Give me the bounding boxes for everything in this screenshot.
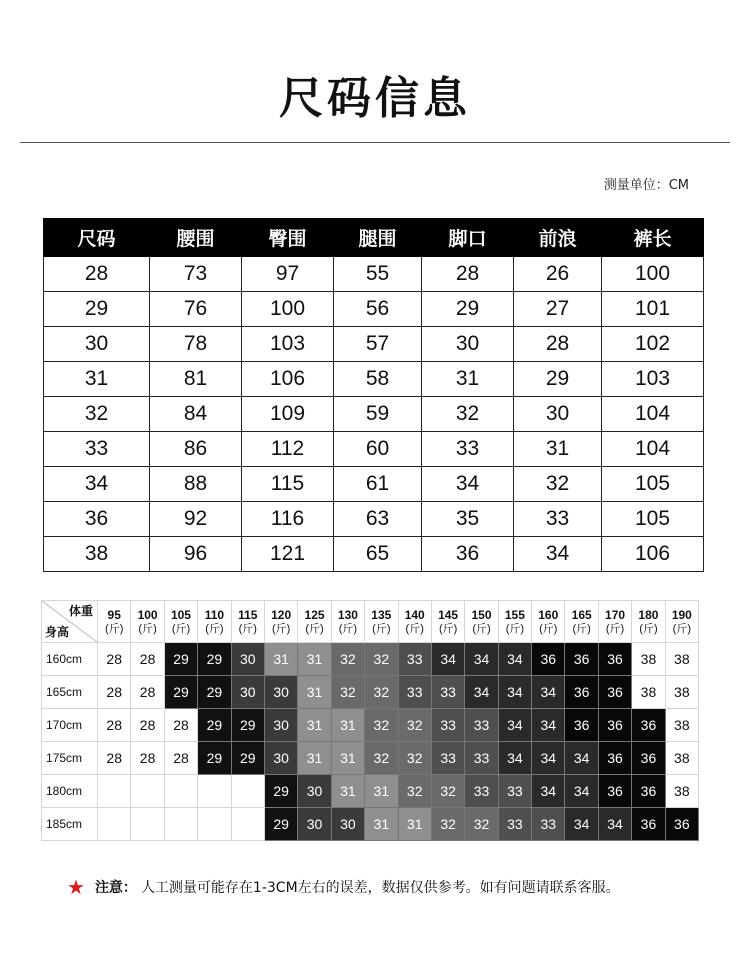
- size-recommendation-cell: 33: [465, 742, 498, 775]
- size-cell: 73: [150, 257, 242, 292]
- size-cell: 103: [602, 362, 704, 397]
- size-recommendation-cell: 31: [331, 709, 364, 742]
- size-cell: 35: [422, 502, 514, 537]
- size-cell: 65: [334, 537, 422, 572]
- height-row: [42, 808, 699, 841]
- size-recommendation-cell: 29: [264, 775, 297, 808]
- size-recommendation-cell: 33: [532, 808, 565, 841]
- size-cell: 63: [334, 502, 422, 537]
- size-recommendation-cell: [231, 808, 264, 841]
- size-recommendation-cell: 29: [198, 742, 231, 775]
- size-recommendation-cell: 34: [565, 742, 598, 775]
- size-cell: 33: [422, 432, 514, 467]
- size-recommendation-cell: 36: [598, 709, 631, 742]
- size-recommendation-cell: 31: [331, 775, 364, 808]
- size-row: [44, 327, 704, 362]
- size-recommendation-cell: 36: [598, 643, 631, 676]
- size-cell: 30: [44, 327, 150, 362]
- size-recommendation-cell: 36: [532, 643, 565, 676]
- size-cell: 28: [514, 327, 602, 362]
- size-recommendation-cell: 30: [331, 808, 364, 841]
- weight-unit: (斤): [539, 622, 558, 635]
- size-cell: 97: [242, 257, 334, 292]
- weight-value: 160: [538, 607, 559, 622]
- height-row: [42, 643, 699, 676]
- size-col-header: 裤长: [602, 219, 704, 257]
- size-cell: 36: [422, 537, 514, 572]
- weight-unit: (斤): [238, 622, 257, 635]
- size-cell: 27: [514, 292, 602, 327]
- size-cell: 30: [422, 327, 514, 362]
- size-recommendation-cell: [164, 775, 197, 808]
- size-cell: 56: [334, 292, 422, 327]
- height-row: [42, 775, 699, 808]
- weight-value: 145: [438, 607, 459, 622]
- size-recommendation-cell: 30: [264, 742, 297, 775]
- size-cell: 28: [44, 257, 150, 292]
- height-axis-label: 身高: [45, 625, 70, 639]
- size-cell: 31: [44, 362, 150, 397]
- size-recommendation-cell: 36: [565, 676, 598, 709]
- size-cell: 31: [422, 362, 514, 397]
- notice: [67, 875, 620, 899]
- height-row: [42, 676, 699, 709]
- height-label: 175cm: [42, 742, 98, 775]
- weight-header: [164, 601, 197, 643]
- size-row: [44, 362, 704, 397]
- size-recommendation-cell: 32: [331, 643, 364, 676]
- weight-value: 95: [107, 607, 121, 622]
- size-cell: 61: [334, 467, 422, 502]
- size-cell: 34: [514, 537, 602, 572]
- size-recommendation-cell: 29: [164, 643, 197, 676]
- height-label: 185cm: [42, 808, 98, 841]
- size-recommendation-cell: 32: [331, 676, 364, 709]
- weight-unit: (斤): [171, 622, 191, 635]
- size-col-header: 前浪: [514, 219, 602, 257]
- weight-value: 105: [170, 607, 191, 622]
- weight-value: 155: [504, 607, 525, 622]
- size-cell: 109: [242, 397, 334, 432]
- size-row: [44, 502, 704, 537]
- height-row: [42, 709, 699, 742]
- size-recommendation-cell: 34: [498, 643, 531, 676]
- weight-unit: (斤): [572, 622, 591, 635]
- size-recommendation-cell: 38: [665, 676, 698, 709]
- size-table: [43, 218, 704, 572]
- size-recommendation-cell: 34: [532, 676, 565, 709]
- size-cell: 28: [422, 257, 514, 292]
- size-recommendation-cell: 34: [498, 676, 531, 709]
- weight-unit: (斤): [505, 622, 525, 635]
- size-recommendation-cell: 28: [131, 742, 164, 775]
- size-cell: 32: [422, 397, 514, 432]
- weight-unit: (斤): [672, 622, 691, 635]
- weight-header: [498, 601, 531, 643]
- size-recommendation-cell: 31: [365, 775, 398, 808]
- size-cell: 76: [150, 292, 242, 327]
- size-cell: 78: [150, 327, 242, 362]
- size-recommendation-cell: 36: [632, 709, 665, 742]
- size-recommendation-cell: 31: [298, 676, 331, 709]
- size-recommendation-cell: 38: [665, 742, 698, 775]
- star-icon: ★: [67, 875, 85, 899]
- weight-header: [532, 601, 565, 643]
- size-recommendation-cell: 28: [131, 643, 164, 676]
- size-row: [44, 397, 704, 432]
- size-recommendation-cell: 34: [498, 742, 531, 775]
- size-recommendation-cell: 36: [632, 808, 665, 841]
- weight-header: [131, 601, 164, 643]
- size-recommendation-cell: 38: [632, 676, 665, 709]
- size-recommendation-cell: 28: [164, 742, 197, 775]
- size-recommendation-cell: 28: [98, 676, 131, 709]
- size-recommendation-cell: 28: [98, 643, 131, 676]
- size-recommendation-cell: 28: [131, 709, 164, 742]
- size-row: [44, 537, 704, 572]
- weight-unit: (斤): [105, 622, 124, 635]
- size-cell: 112: [242, 432, 334, 467]
- size-recommendation-cell: 31: [398, 808, 431, 841]
- size-cell: 105: [602, 467, 704, 502]
- size-recommendation-cell: [198, 775, 231, 808]
- size-recommendation-cell: 36: [632, 742, 665, 775]
- corner-header: [42, 601, 98, 643]
- size-recommendation-cell: 32: [431, 808, 464, 841]
- size-cell: 57: [334, 327, 422, 362]
- size-recommendation-cell: 30: [264, 709, 297, 742]
- size-recommendation-cell: [131, 808, 164, 841]
- size-cell: 101: [602, 292, 704, 327]
- height-row: [42, 742, 699, 775]
- size-recommendation-cell: 33: [431, 742, 464, 775]
- size-cell: 33: [44, 432, 150, 467]
- weight-value: 150: [471, 607, 492, 622]
- weight-header: [632, 601, 665, 643]
- size-cell: 115: [242, 467, 334, 502]
- size-recommendation-cell: 32: [398, 775, 431, 808]
- weight-value: 125: [304, 607, 325, 622]
- size-cell: 29: [44, 292, 150, 327]
- size-recommendation-cell: 33: [398, 676, 431, 709]
- weight-header: [331, 601, 364, 643]
- weight-axis-label: 体重: [68, 604, 93, 618]
- size-recommendation-cell: 29: [231, 742, 264, 775]
- size-cell: 36: [44, 502, 150, 537]
- size-cell: 106: [242, 362, 334, 397]
- weight-header: [398, 601, 431, 643]
- size-row: [44, 292, 704, 327]
- size-recommendation-cell: 36: [632, 775, 665, 808]
- size-recommendation-cell: 33: [431, 676, 464, 709]
- weight-header: [98, 601, 131, 643]
- size-recommendation-cell: 34: [565, 808, 598, 841]
- size-recommendation-cell: 33: [398, 643, 431, 676]
- weight-unit: (斤): [205, 622, 224, 635]
- size-cell: 60: [334, 432, 422, 467]
- page-title: 尺码信息: [279, 73, 471, 124]
- size-recommendation-cell: 30: [298, 775, 331, 808]
- size-recommendation-cell: 29: [164, 676, 197, 709]
- height-label: 160cm: [42, 643, 98, 676]
- size-recommendation-cell: 29: [198, 676, 231, 709]
- size-cell: 104: [602, 432, 704, 467]
- size-recommendation-cell: 34: [532, 775, 565, 808]
- weight-header: [598, 601, 631, 643]
- size-recommendation-cell: [98, 775, 131, 808]
- size-cell: 86: [150, 432, 242, 467]
- weight-unit: (斤): [472, 622, 491, 635]
- size-cell: 33: [514, 502, 602, 537]
- size-recommendation-cell: 34: [532, 742, 565, 775]
- weight-table-body: [42, 643, 699, 841]
- size-cell: 32: [44, 397, 150, 432]
- size-table-header: [44, 219, 704, 257]
- size-cell: 92: [150, 502, 242, 537]
- size-table-body: [44, 257, 704, 572]
- size-recommendation-cell: 31: [331, 742, 364, 775]
- size-cell: 59: [334, 397, 422, 432]
- size-recommendation-cell: 31: [298, 709, 331, 742]
- notice-text: 人工测量可能存在1-3CM左右的误差，数据仅供参考。如有问题请联系客服。: [140, 880, 620, 896]
- weight-value: 120: [271, 607, 292, 622]
- size-recommendation-cell: 38: [632, 643, 665, 676]
- size-cell: 30: [514, 397, 602, 432]
- size-recommendation-cell: 29: [198, 643, 231, 676]
- weight-unit: (斤): [605, 622, 625, 635]
- size-recommendation-cell: 36: [598, 775, 631, 808]
- size-recommendation-cell: 29: [231, 709, 264, 742]
- weight-header: [565, 601, 598, 643]
- weight-header: [431, 601, 464, 643]
- size-cell: 26: [514, 257, 602, 292]
- size-recommendation-cell: [231, 775, 264, 808]
- size-cell: 96: [150, 537, 242, 572]
- size-recommendation-cell: 38: [665, 709, 698, 742]
- size-col-header: 臀围: [242, 219, 334, 257]
- weight-value: 115: [238, 607, 258, 622]
- size-cell: 100: [242, 292, 334, 327]
- weight-unit: (斤): [372, 622, 391, 635]
- weight-unit: (斤): [305, 622, 324, 635]
- weight-unit: (斤): [271, 622, 291, 635]
- size-recommendation-cell: 33: [498, 775, 531, 808]
- size-recommendation-cell: 36: [598, 742, 631, 775]
- size-recommendation-cell: 30: [231, 643, 264, 676]
- size-cell: 105: [602, 502, 704, 537]
- size-cell: 31: [514, 432, 602, 467]
- weight-header: [365, 601, 398, 643]
- size-recommendation-cell: 36: [598, 676, 631, 709]
- size-recommendation-cell: 34: [465, 676, 498, 709]
- size-recommendation-cell: 33: [465, 709, 498, 742]
- weight-value: 100: [137, 607, 158, 622]
- weight-header: [665, 601, 698, 643]
- size-recommendation-cell: 33: [465, 775, 498, 808]
- size-recommendation-cell: [131, 775, 164, 808]
- size-recommendation-cell: 32: [365, 676, 398, 709]
- size-col-header: 腿围: [334, 219, 422, 257]
- size-cell: 102: [602, 327, 704, 362]
- size-cell: 32: [514, 467, 602, 502]
- weight-value: 165: [571, 607, 592, 622]
- size-cell: 121: [242, 537, 334, 572]
- height-label: 180cm: [42, 775, 98, 808]
- weight-unit: (斤): [405, 622, 424, 635]
- size-cell: 34: [44, 467, 150, 502]
- size-row: [44, 257, 704, 292]
- size-recommendation-cell: 32: [365, 643, 398, 676]
- size-row: [44, 432, 704, 467]
- size-cell: 29: [422, 292, 514, 327]
- height-label: 165cm: [42, 676, 98, 709]
- height-label: 170cm: [42, 709, 98, 742]
- weight-header: [264, 601, 297, 643]
- size-recommendation-cell: 34: [598, 808, 631, 841]
- size-cell: 116: [242, 502, 334, 537]
- size-cell: 29: [514, 362, 602, 397]
- size-recommendation-cell: 33: [498, 808, 531, 841]
- weight-unit: (斤): [338, 622, 358, 635]
- size-recommendation-cell: 34: [532, 709, 565, 742]
- size-recommendation-cell: 28: [98, 709, 131, 742]
- size-recommendation-cell: 30: [264, 676, 297, 709]
- weight-header: [198, 601, 231, 643]
- size-cell: 81: [150, 362, 242, 397]
- weight-unit: (斤): [138, 622, 157, 635]
- size-recommendation-cell: 38: [665, 643, 698, 676]
- weight-height-table: [41, 600, 699, 841]
- size-recommendation-cell: [164, 808, 197, 841]
- size-recommendation-cell: 30: [298, 808, 331, 841]
- size-col-header: 脚口: [422, 219, 514, 257]
- size-recommendation-cell: 28: [131, 676, 164, 709]
- size-cell: 38: [44, 537, 150, 572]
- size-recommendation-cell: 33: [431, 709, 464, 742]
- size-recommendation-cell: 30: [231, 676, 264, 709]
- weight-value: 130: [337, 607, 358, 622]
- size-cell: 106: [602, 537, 704, 572]
- size-recommendation-cell: 38: [665, 775, 698, 808]
- size-cell: 58: [334, 362, 422, 397]
- size-cell: 34: [422, 467, 514, 502]
- size-cell: 104: [602, 397, 704, 432]
- size-recommendation-cell: 32: [398, 742, 431, 775]
- weight-header-row: [42, 601, 699, 643]
- size-cell: 103: [242, 327, 334, 362]
- size-recommendation-cell: 32: [398, 709, 431, 742]
- size-recommendation-cell: 36: [565, 709, 598, 742]
- size-cell: 84: [150, 397, 242, 432]
- size-recommendation-cell: 32: [431, 775, 464, 808]
- size-recommendation-cell: 34: [465, 643, 498, 676]
- weight-unit: (斤): [639, 622, 658, 635]
- weight-value: 180: [638, 607, 659, 622]
- size-recommendation-cell: 29: [264, 808, 297, 841]
- size-recommendation-cell: 28: [98, 742, 131, 775]
- size-recommendation-cell: 32: [365, 742, 398, 775]
- size-recommendation-cell: 36: [565, 643, 598, 676]
- size-recommendation-cell: 34: [565, 775, 598, 808]
- weight-value: 110: [204, 607, 225, 622]
- weight-header: [465, 601, 498, 643]
- size-recommendation-cell: 31: [298, 742, 331, 775]
- weight-unit: (斤): [438, 622, 458, 635]
- weight-value: 190: [671, 607, 692, 622]
- size-recommendation-cell: [98, 808, 131, 841]
- size-cell: 55: [334, 257, 422, 292]
- size-recommendation-cell: 29: [198, 709, 231, 742]
- size-recommendation-cell: 31: [264, 643, 297, 676]
- weight-header: [231, 601, 264, 643]
- weight-value: 170: [605, 607, 626, 622]
- size-recommendation-cell: 31: [298, 643, 331, 676]
- size-recommendation-cell: 32: [465, 808, 498, 841]
- size-recommendation-cell: 32: [365, 709, 398, 742]
- size-cell: 88: [150, 467, 242, 502]
- size-recommendation-cell: 34: [431, 643, 464, 676]
- size-recommendation-cell: 31: [365, 808, 398, 841]
- size-recommendation-cell: 34: [498, 709, 531, 742]
- weight-header: [298, 601, 331, 643]
- size-col-header: 尺码: [44, 219, 150, 257]
- weight-value: 140: [404, 607, 425, 622]
- size-cell: 100: [602, 257, 704, 292]
- size-col-header: 腰围: [150, 219, 242, 257]
- size-recommendation-cell: 28: [164, 709, 197, 742]
- title-divider: [20, 142, 730, 143]
- measurement-unit: 测量单位：CM: [603, 178, 689, 193]
- notice-label: 注意：: [94, 880, 137, 896]
- size-recommendation-cell: [198, 808, 231, 841]
- size-row: [44, 467, 704, 502]
- weight-value: 135: [371, 607, 392, 622]
- size-recommendation-cell: 36: [665, 808, 698, 841]
